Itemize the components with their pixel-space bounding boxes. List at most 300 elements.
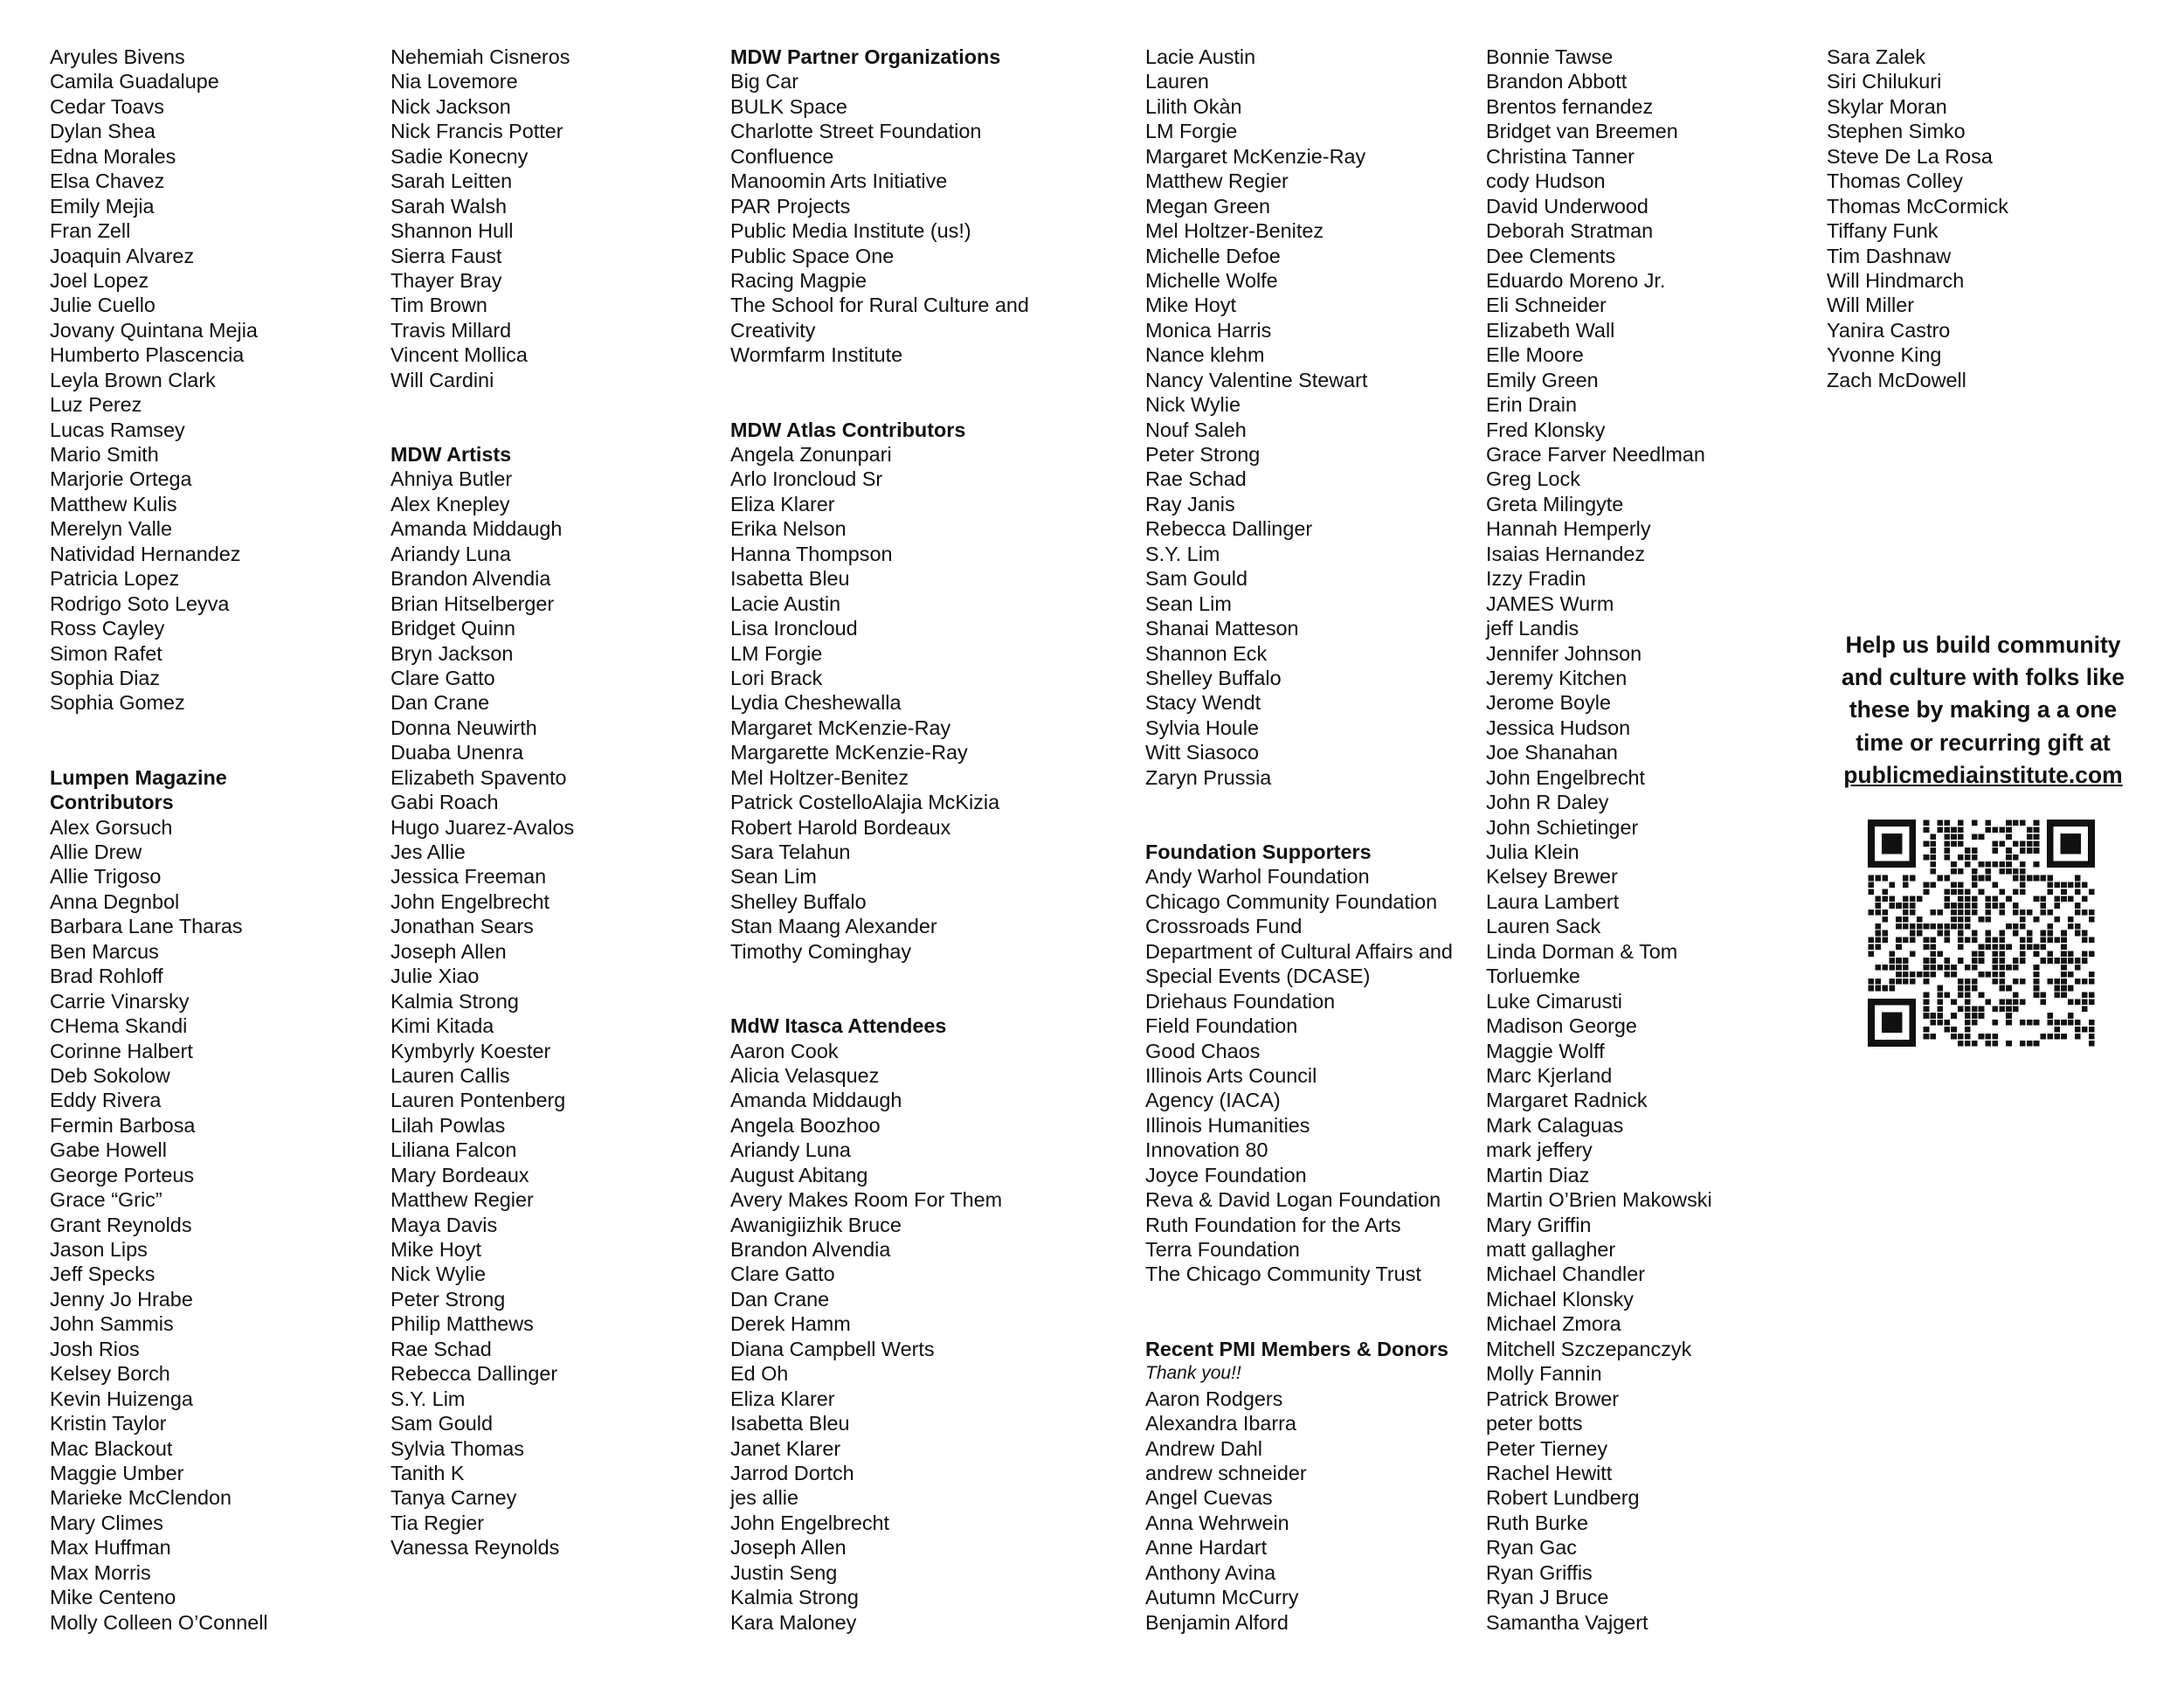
name-entry: Nehemiah Cisneros <box>390 45 570 68</box>
name-entry: Allie Trigoso <box>50 865 162 889</box>
name-entry: Izzy Fradin <box>1486 567 1586 591</box>
qr-module <box>1889 965 1895 971</box>
qr-module <box>2020 875 2026 882</box>
qr-module <box>2020 861 2026 868</box>
name-entry: Witt Siasoco <box>1145 741 1259 764</box>
qr-module <box>1944 875 1950 882</box>
name-entry: Alexandra Ibarra <box>1145 1412 1296 1435</box>
name-entry: Mitchell Szczepanczyk <box>1486 1337 1692 1360</box>
name-entry: Carrie Vinarsky <box>50 989 190 1013</box>
name-entry: Ed Oh <box>730 1362 789 1386</box>
name-column-2 <box>390 45 574 1560</box>
name-entry: Mark Calaguas <box>1486 1113 1624 1137</box>
name-entry: John R Daley <box>1486 791 1609 814</box>
qr-module <box>1896 944 1902 950</box>
name-column-5 <box>1486 45 1712 1635</box>
qr-module <box>2027 910 2033 916</box>
name-entry: Mac Blackout <box>50 1436 173 1460</box>
name-entry: Maya Davis <box>390 1213 498 1236</box>
name-entry: Deborah Stratman <box>1486 219 1654 243</box>
qr-module <box>2054 937 2060 944</box>
qr-module <box>2082 1027 2088 1033</box>
qr-module <box>1951 1013 1957 1019</box>
qr-module <box>1910 972 1916 978</box>
qr-module <box>1965 910 1971 916</box>
name-entry: Public Space One <box>730 244 895 267</box>
qr-module <box>2013 999 2019 1005</box>
name-entry: Mary Bordeaux <box>390 1163 529 1186</box>
qr-module <box>1931 944 1937 950</box>
qr-module <box>1958 944 1964 950</box>
name-entry: Peter Strong <box>390 1287 506 1311</box>
name-entry: Margaret McKenzie-Ray <box>730 716 951 739</box>
qr-module <box>2034 1041 2040 1047</box>
qr-module <box>1979 958 1985 964</box>
name-entry: Molly Colleen O’Connell <box>50 1610 268 1634</box>
qr-module <box>2041 903 2047 909</box>
name-entry: Kristin Taylor <box>50 1412 167 1435</box>
qr-module <box>1931 882 1937 889</box>
name-entry: John Engelbrecht <box>730 1511 890 1534</box>
name-entry: Barbara Lane Tharas <box>50 915 243 938</box>
qr-module <box>2020 937 2026 944</box>
qr-module <box>1869 951 1875 957</box>
qr-module <box>1889 896 1895 902</box>
qr-module <box>1965 986 1971 992</box>
qr-module <box>1903 910 1909 916</box>
name-entry: Maggie Umber <box>50 1461 184 1484</box>
name-entry: Good Chaos <box>1145 1039 1261 1062</box>
qr-module <box>2061 986 2067 992</box>
name-entry: Donna Neuwirth <box>390 716 537 739</box>
qr-module <box>1896 917 1902 923</box>
name-entry: Isaias Hernandez <box>1486 542 1646 565</box>
name-entry: Steve De La Rosa <box>1827 144 1993 168</box>
qr-module <box>2027 1041 2033 1047</box>
qr-module <box>2082 999 2088 1005</box>
name-entry: Madison George <box>1486 1014 1637 1038</box>
name-entry: Anthony Avina <box>1145 1560 1276 1584</box>
section-heading: MdW Itasca Attendees <box>730 1014 947 1038</box>
qr-module <box>2006 986 2012 992</box>
qr-module <box>1924 882 1930 889</box>
qr-module <box>1910 903 1916 909</box>
qr-module <box>1986 1041 1992 1047</box>
name-entry: Angela Boozhoo <box>730 1113 881 1137</box>
qr-module <box>1979 993 1985 999</box>
name-entry: Max Huffman <box>50 1536 171 1560</box>
qr-module <box>1903 965 1909 971</box>
name-entry: Special Events (DCASE) <box>1145 965 1371 988</box>
name-entry: jes allie <box>730 1486 799 1510</box>
section-gap <box>730 368 1029 418</box>
name-entry: Joel Lopez <box>50 268 149 292</box>
qr-module <box>1951 861 1957 868</box>
qr-module <box>2020 882 2026 889</box>
name-entry: Mel Holtzer-Benitez <box>1145 219 1324 243</box>
qr-module <box>2089 1034 2095 1040</box>
qr-module <box>1944 841 1950 847</box>
name-entry: David Underwood <box>1486 194 1648 218</box>
name-entry: Nick Wylie <box>390 1263 486 1286</box>
qr-module <box>2047 924 2053 930</box>
name-entry: Torluemke <box>1486 965 1580 988</box>
qr-module <box>2034 847 2040 854</box>
qr-module <box>2068 896 2074 902</box>
name-entry: Department of Cultural Affairs and <box>1145 939 1453 963</box>
qr-module <box>1896 972 1902 978</box>
qr-module <box>1924 944 1930 950</box>
name-entry: John Engelbrecht <box>390 889 550 913</box>
qr-module <box>2020 924 2026 930</box>
qr-module <box>2006 924 2012 930</box>
name-entry: Grant Reynolds <box>50 1213 192 1236</box>
qr-module <box>2020 847 2026 854</box>
qr-module <box>1924 854 1930 861</box>
qr-module <box>1951 889 1957 895</box>
qr-module <box>2013 930 2019 937</box>
name-entry: Cedar Toavs <box>50 94 164 118</box>
qr-module <box>2068 986 2074 992</box>
qr-module <box>1958 896 1964 902</box>
name-entry: Martin Diaz <box>1486 1163 1590 1186</box>
name-entry: Edna Morales <box>50 144 176 168</box>
qr-module <box>1951 965 1957 971</box>
qr-module <box>1931 972 1937 978</box>
name-entry: Eddy Rivera <box>50 1089 162 1112</box>
qr-module <box>2034 1020 2040 1026</box>
qr-module <box>1965 903 1971 909</box>
name-entry: Bridget Quinn <box>390 617 516 640</box>
name-entry: Justin Seng <box>730 1560 838 1584</box>
qr-module <box>1931 868 1937 875</box>
name-entry: Amanda Middaugh <box>390 517 563 541</box>
qr-module <box>2034 896 2040 902</box>
name-entry: Shelley Buffalo <box>1145 666 1282 689</box>
qr-module <box>2075 875 2081 882</box>
qr-module <box>2020 944 2026 950</box>
qr-module <box>1972 1006 1978 1012</box>
qr-module <box>1951 924 1957 930</box>
name-entry: Skylar Moran <box>1827 94 1947 118</box>
name-entry: Sophia Diaz <box>50 666 161 689</box>
qr-module <box>2075 1020 2081 1026</box>
name-entry: Luz Perez <box>50 393 142 417</box>
name-entry: Michael Zmora <box>1486 1312 1621 1336</box>
qr-module <box>1992 861 1998 868</box>
qr-module <box>2020 1020 2026 1026</box>
donation-link[interactable]: publicmediainstitute.com <box>1843 761 2123 788</box>
name-entry: Thomas Colley <box>1827 169 1963 193</box>
qr-module <box>2075 889 2081 895</box>
name-entry: Lacie Austin <box>730 591 841 615</box>
qr-module <box>1986 896 1992 902</box>
name-entry: mark jeffery <box>1486 1138 1593 1162</box>
donation-call-to-action <box>1817 629 2149 792</box>
qr-module <box>1958 993 1964 999</box>
qr-module <box>1965 917 1971 923</box>
name-entry: Alex Gorsuch <box>50 815 173 839</box>
qr-module <box>2006 861 2012 868</box>
qr-module <box>2089 1041 2095 1047</box>
qr-module <box>2034 917 2040 923</box>
qr-module <box>1972 882 1978 889</box>
qr-module <box>1889 986 1895 992</box>
qr-module <box>2013 1006 2019 1012</box>
qr-module <box>2082 910 2088 916</box>
qr-module <box>1958 1041 1964 1047</box>
qr-module <box>2082 882 2088 889</box>
name-entry: Kelsey Borch <box>50 1362 170 1386</box>
qr-module <box>2006 1013 2012 1019</box>
name-entry: Sara Telahun <box>730 841 851 864</box>
name-entry: John Schietinger <box>1486 815 1639 839</box>
qr-module <box>2027 937 2033 944</box>
name-entry: Michelle Defoe <box>1145 244 1281 267</box>
qr-module <box>2034 951 2040 957</box>
qr-module <box>1910 910 1916 916</box>
qr-module <box>1951 999 1957 1005</box>
cta-line: these by making a a one <box>1849 696 2118 723</box>
name-entry: Stephen Simko <box>1827 120 1966 143</box>
qr-module <box>1979 917 1985 923</box>
name-entry: Mike Centeno <box>50 1586 176 1609</box>
qr-module <box>1992 965 1998 971</box>
qr-module <box>2041 958 2047 964</box>
qr-module <box>2041 999 2047 1005</box>
qr-module <box>2089 993 2095 999</box>
name-entry: S.Y. Lim <box>390 1387 466 1410</box>
name-entry: Jarrod Dortch <box>730 1461 854 1484</box>
qr-module <box>2054 958 2060 964</box>
qr-module <box>1965 937 1971 944</box>
qr-module <box>2075 999 2081 1005</box>
name-column-6 <box>1827 45 2008 392</box>
qr-module <box>2068 882 2074 889</box>
qr-module <box>1986 827 1992 834</box>
qr-module <box>1924 972 1930 978</box>
name-entry: Patricia Lopez <box>50 567 180 591</box>
qr-module <box>1951 903 1957 909</box>
qr-module <box>2068 958 2074 964</box>
qr-finder <box>1882 834 1903 854</box>
name-entry: Martin O’Brien Makowski <box>1486 1188 1712 1212</box>
name-entry: Matthew Regier <box>1145 169 1289 193</box>
name-entry: Driehaus Foundation <box>1145 989 1336 1013</box>
qr-module <box>2047 882 2053 889</box>
qr-module <box>2089 910 2095 916</box>
name-entry: Sam Gould <box>390 1412 494 1435</box>
section-heading: Recent PMI Members & Donors <box>1145 1337 1449 1360</box>
qr-module <box>2068 924 2074 930</box>
qr-module <box>1992 979 1998 985</box>
qr-module <box>1931 910 1937 916</box>
qr-module <box>2075 979 2081 985</box>
qr-module <box>1951 1027 1957 1033</box>
qr-module <box>1999 903 2005 909</box>
qr-module <box>2020 1041 2026 1047</box>
qr-module <box>2047 1034 2053 1040</box>
qr-module <box>2068 999 2074 1005</box>
qr-module <box>1924 937 1930 944</box>
qr-module <box>2027 930 2033 937</box>
qr-module <box>1937 910 1943 916</box>
qr-module <box>1876 986 1882 992</box>
qr-module <box>1965 1041 1971 1047</box>
name-entry: Janet Klarer <box>730 1436 841 1460</box>
qr-module <box>1965 1020 1971 1026</box>
name-entry: Margaret McKenzie-Ray <box>1145 144 1366 168</box>
qr-module <box>2047 875 2053 882</box>
qr-module <box>1924 979 1930 985</box>
name-entry: peter botts <box>1486 1412 1583 1435</box>
qr-module <box>2013 868 2019 875</box>
name-entry: Shanai Matteson <box>1145 617 1299 640</box>
qr-module <box>1869 944 1875 950</box>
qr-module <box>2068 972 2074 978</box>
qr-module <box>1896 958 1902 964</box>
qr-module <box>2075 910 2081 916</box>
name-entry: Field Foundation <box>1145 1014 1298 1038</box>
qr-module <box>2006 854 2012 861</box>
name-entry: LM Forgie <box>730 641 823 665</box>
name-entry: Tia Regier <box>390 1511 485 1534</box>
name-entry: Max Morris <box>50 1560 151 1584</box>
qr-module <box>1896 965 1902 971</box>
qr-module <box>1944 896 1950 902</box>
qr-module <box>2054 979 2060 985</box>
qr-module <box>1882 930 1888 937</box>
name-entry: Sara Zalek <box>1827 45 1926 68</box>
qr-module <box>2054 917 2060 923</box>
name-entry: Lauren Pontenberg <box>390 1089 566 1112</box>
name-entry: Ryan Gac <box>1486 1536 1578 1560</box>
qr-module <box>1979 1013 1985 1019</box>
name-entry: Ariandy Luna <box>730 1138 851 1162</box>
qr-module <box>2013 841 2019 847</box>
name-entry: Joyce Foundation <box>1145 1163 1307 1186</box>
name-entry: Simon Rafet <box>50 641 162 665</box>
qr-module <box>1999 979 2005 985</box>
qr-module <box>1972 986 1978 992</box>
qr-module <box>2013 889 2019 895</box>
cta-line: and culture with folks like <box>1842 664 2125 691</box>
qr-module <box>1992 896 1998 902</box>
qr-module <box>2068 917 2074 923</box>
qr-module <box>2020 951 2026 957</box>
name-entry: Patrick Brower <box>1486 1387 1620 1410</box>
name-entry: Ahniya Butler <box>390 467 513 491</box>
name-entry: The School for Rural Culture and <box>730 294 1029 317</box>
qr-module <box>1903 896 1909 902</box>
qr-module <box>1944 937 1950 944</box>
qr-module <box>1876 924 1882 930</box>
name-entry: Josh Rios <box>50 1337 140 1360</box>
name-entry: Robert Lundberg <box>1486 1486 1640 1510</box>
qr-module <box>1937 1013 1943 1019</box>
qr-module <box>1937 875 1943 882</box>
name-entry: Siri Chilukuri <box>1827 70 1942 93</box>
name-entry: Confluence <box>730 144 834 168</box>
qr-module <box>1944 924 1950 930</box>
qr-module <box>1958 882 1964 889</box>
name-entry: Megan Green <box>1145 194 1271 218</box>
qr-module <box>1992 841 1998 847</box>
qr-module <box>1992 1041 1998 1047</box>
name-entry: Dee Clements <box>1486 244 1616 267</box>
section-heading: Foundation Supporters <box>1145 841 1372 864</box>
name-entry: Joseph Allen <box>730 1536 847 1560</box>
qr-module <box>2047 930 2053 937</box>
qr-module <box>1965 979 1971 985</box>
qr-module <box>1999 889 2005 895</box>
qr-module <box>2061 896 2067 902</box>
name-entry: Kymbyrly Koester <box>390 1039 551 1062</box>
qr-module <box>2020 958 2026 964</box>
name-entry: Sarah Walsh <box>390 194 508 218</box>
name-entry: Jonathan Sears <box>390 915 534 938</box>
name-entry: LM Forgie <box>1145 120 1238 143</box>
name-entry: Nia Lovemore <box>390 70 518 93</box>
name-entry: Monica Harris <box>1145 318 1272 342</box>
name-entry: George Porteus <box>50 1163 195 1186</box>
name-entry: matt gallagher <box>1486 1238 1616 1261</box>
qr-module <box>1965 889 1971 895</box>
qr-module <box>1979 972 1985 978</box>
qr-module <box>2075 1027 2081 1033</box>
qr-module <box>1889 903 1895 909</box>
qr-module <box>1958 979 1964 985</box>
qr-module <box>1979 875 1985 882</box>
qr-module <box>2020 910 2026 916</box>
qr-module <box>1999 958 2005 964</box>
qr-module <box>1869 875 1875 882</box>
name-entry: Greg Lock <box>1486 467 1580 491</box>
name-entry: Anne Hardart <box>1145 1536 1268 1560</box>
qr-module <box>1965 1006 1971 1012</box>
name-entry: Lacie Austin <box>1145 45 1256 68</box>
qr-module <box>2082 937 2088 944</box>
qr-module <box>1931 834 1937 840</box>
qr-module <box>1931 847 1937 854</box>
name-entry: Eli Schneider <box>1486 294 1607 317</box>
qr-module <box>1958 827 1964 834</box>
qr-module <box>2034 841 2040 847</box>
qr-module <box>2089 917 2095 923</box>
qr-module <box>1903 924 1909 930</box>
qr-module <box>1958 937 1964 944</box>
name-entry: Sean Lim <box>730 865 817 889</box>
qr-module <box>1869 979 1875 985</box>
qr-code-icon[interactable] <box>1868 820 2095 1047</box>
qr-module <box>1937 1020 1943 1026</box>
qr-module <box>1882 917 1888 923</box>
qr-module <box>1999 944 2005 950</box>
qr-module <box>2047 958 2053 964</box>
qr-module <box>2034 861 2040 868</box>
name-entry: August Abitang <box>730 1163 868 1186</box>
name-entry: Travis Millard <box>390 318 512 342</box>
name-entry: Tiffany Funk <box>1827 219 1939 243</box>
name-entry: Natividad Hernandez <box>50 542 241 565</box>
qr-module <box>1910 979 1916 985</box>
qr-module <box>1951 917 1957 923</box>
qr-module <box>2082 1006 2088 1012</box>
qr-module <box>2061 993 2067 999</box>
name-entry: Nick Wylie <box>1145 393 1241 417</box>
qr-module <box>2082 958 2088 964</box>
name-entry: The Chicago Community Trust <box>1145 1263 1421 1286</box>
